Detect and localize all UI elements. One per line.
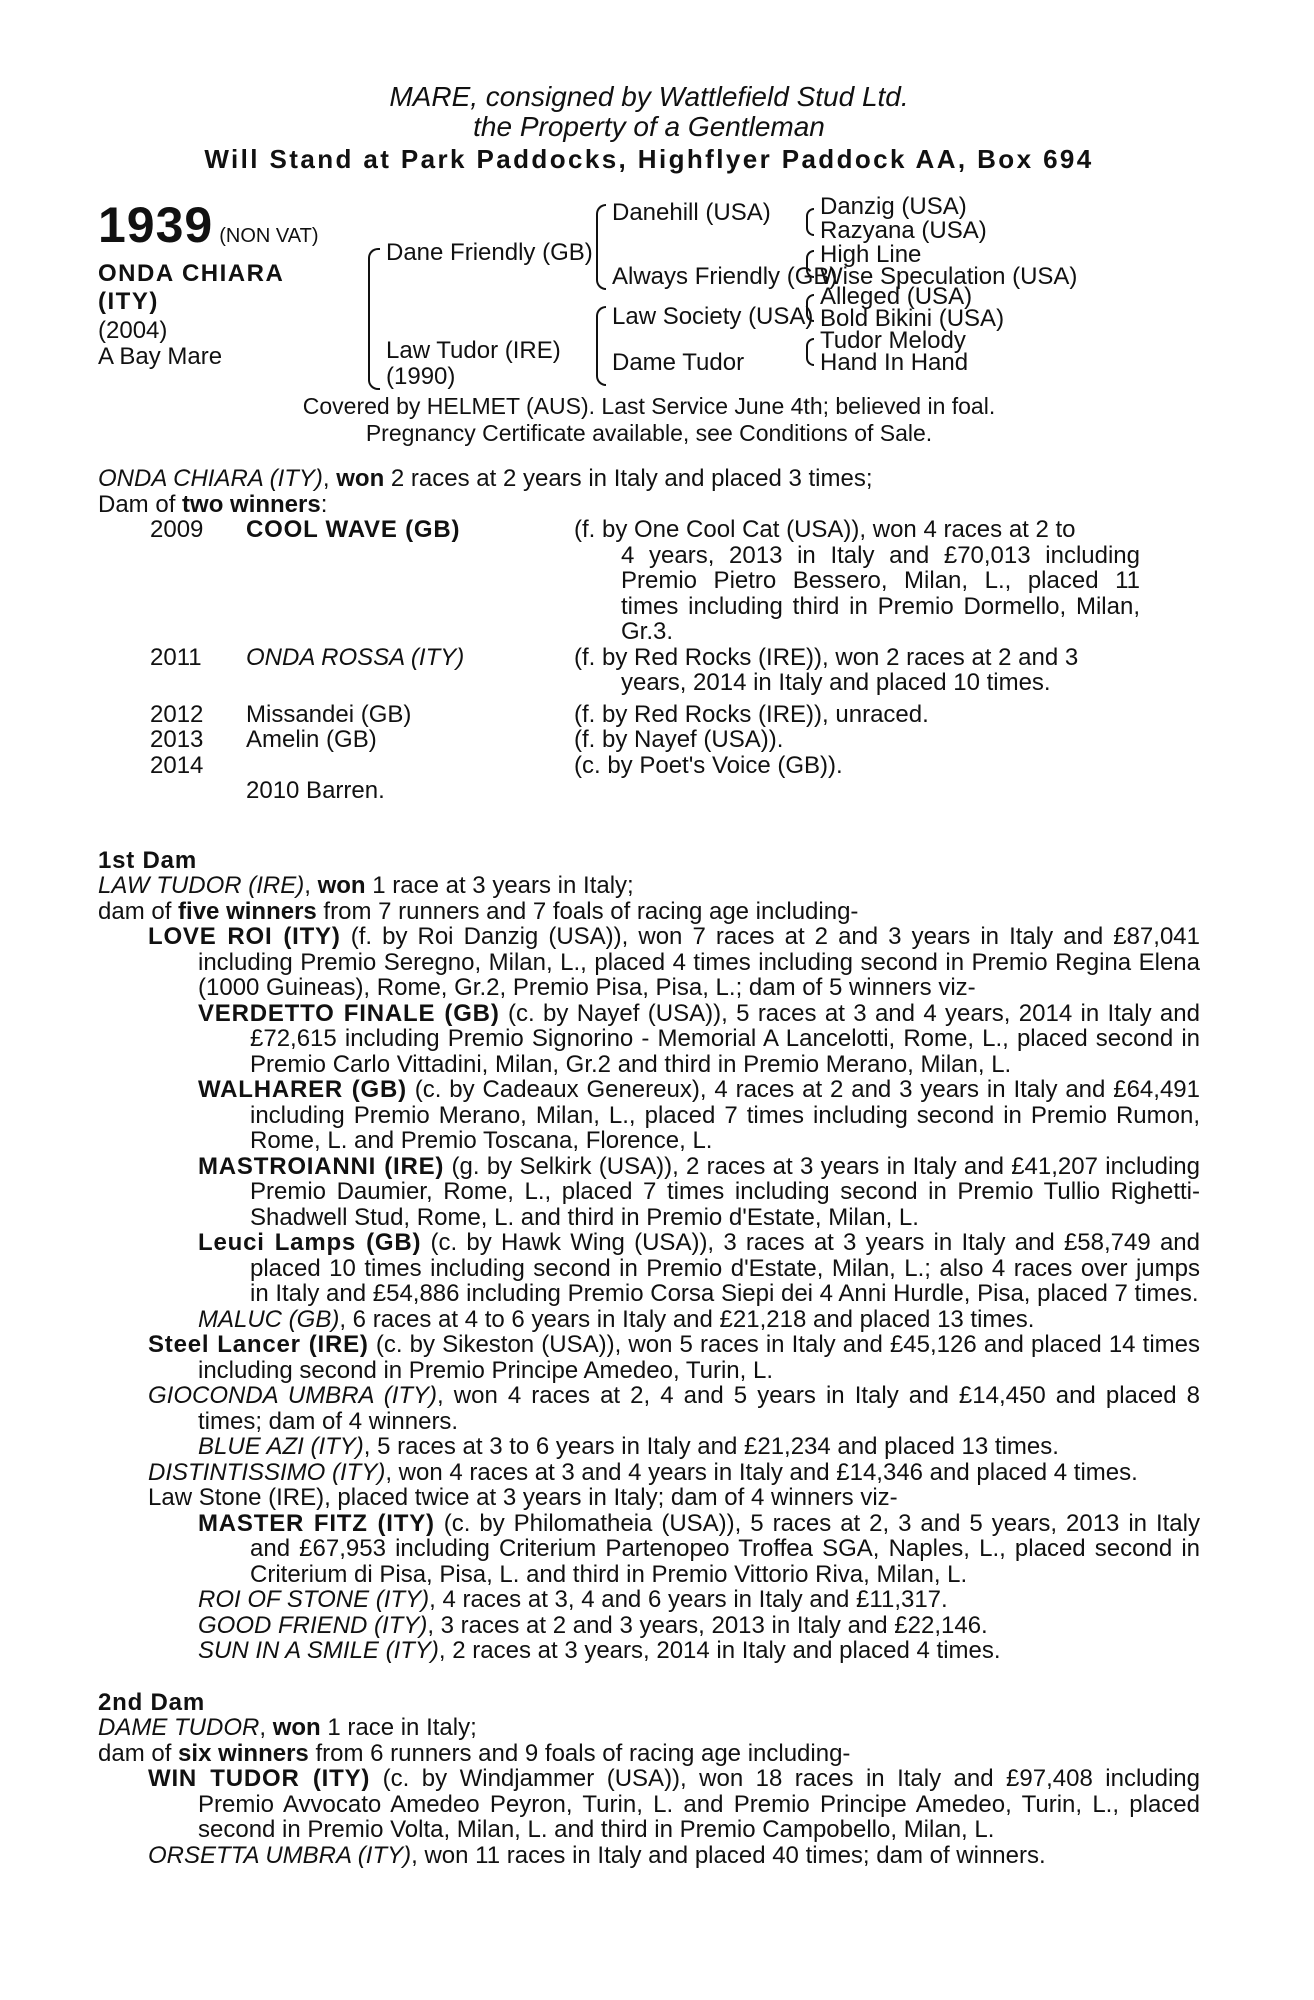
entry-gioconda-umbra	[98, 1383, 1200, 1434]
foal-name: COOL WAVE (GB)	[246, 516, 461, 543]
foal-record-continuation: years, 2014 in Italy and placed 10 times.	[621, 669, 1051, 696]
foal-name: Missandei (GB)	[246, 700, 412, 728]
entry-name: DISTINTISSIMO (ITY)	[148, 1458, 386, 1486]
pedigree-bracket	[368, 248, 380, 390]
entry-law-stone: Law Stone (IRE), placed twice at 3 years in Italy; dam of 4 winners viz-	[148, 1484, 898, 1511]
property-line: the Property of a Gentleman	[473, 111, 825, 142]
entry-name: ORSETTA UMBRA (ITY)	[148, 1841, 412, 1869]
colon: :	[320, 490, 328, 518]
entry-text: (c. by Sikeston (USA)), won 5 races in Italy and £45,126 and placed 14 times including second in Premio Principe Amedeo, Turin, L.	[198, 1331, 1200, 1384]
foal-record-continuation: 4 years, 2013 in Italy and £70,013 including Premio Pietro Bessero, Milan, L., placed 11 times including third in Premio Dormello, Milan, Gr.3.	[621, 541, 1140, 645]
lot-heading	[98, 197, 319, 253]
pedigree-sire: Dane Friendly (GB)	[386, 239, 593, 266]
pedigree-dam-dam-dam: Hand In Hand	[820, 349, 969, 376]
runners-summary: from 7 runners and 7 foals of racing age including-	[316, 897, 859, 925]
second-dam-heading: 2nd Dam	[98, 1688, 205, 1716]
entry-name: VERDETTO FINALE (GB)	[198, 999, 500, 1027]
pedigree-sire-dam-sire: High Line	[820, 241, 922, 268]
foal-year: 2014	[150, 751, 204, 779]
pedigree-sire-dam: Always Friendly (GB)	[612, 263, 838, 290]
progeny-row	[150, 778, 1200, 804]
horse-description: A Bay Mare	[98, 343, 223, 370]
entry-text: , won 4 races at 2, 4 and 5 years in Italy and £14,450 and placed 8 times; dam of 4 winners.	[198, 1382, 1200, 1435]
foal-year: 2012	[150, 700, 204, 728]
entry-name: GIOCONDA UMBRA (ITY)	[148, 1382, 438, 1409]
horse-year: (2004)	[98, 317, 168, 344]
pregnancy-note: Pregnancy Certificate available, see Conditions of Sale.	[365, 420, 933, 446]
entry-blue-azi	[98, 1434, 1200, 1460]
foal-record	[574, 645, 1140, 696]
pedigree-dam-sire-sire: Alleged (USA)	[820, 283, 973, 310]
entry-name: WALHARER (GB)	[198, 1076, 407, 1103]
progeny-row	[150, 727, 1200, 753]
entry-orsetta-umbra	[98, 1843, 1200, 1869]
entry-text: (c. by Hawk Wing (USA)), 3 races at 3 years in Italy and £58,749 and placed 10 times including second in Premio d'Estate, Milan, L.; also 4 races over jumps in Italy and £54,886 including Premio Corsa Siepi dei 4 Anni Hurdle, Pisa, placed 7 times.	[250, 1229, 1200, 1307]
entry-name: MALUC (GB)	[198, 1305, 340, 1333]
mare-record	[98, 466, 1200, 804]
entry-name: ROI OF STONE (ITY)	[198, 1586, 430, 1613]
entry-text: (f. by Roi Danzig (USA)), won 7 races at 2 and 3 years in Italy and £87,041 including Premio Seregno, Milan, L., placed 4 times including second in Premio Regina Elena (1000 Guineas), Rome, Gr.2, Premio Pisa, Pisa, L.; dam of 5 winners viz-	[198, 923, 1200, 1001]
entry-sun-in-a-smile	[98, 1638, 1200, 1664]
entry-verdetto-finale	[98, 1001, 1200, 1078]
entry-roi-of-stone	[98, 1587, 1200, 1613]
second-dam-name: DAME TUDOR	[98, 1714, 260, 1741]
pedigree-sire-sire-sire: Danzig (USA)	[820, 193, 967, 220]
foal-name: 2010 Barren.	[246, 777, 385, 804]
second-dam-produce-line	[98, 1741, 1200, 1767]
entry-text: , 2 races at 3 years, 2014 in Italy and placed 4 times.	[438, 1637, 1001, 1664]
entry-text: , 5 races at 3 to 6 years in Italy and £21,234 and placed 13 times.	[363, 1433, 1059, 1460]
dam-of-line	[98, 492, 1200, 518]
runners-summary: from 6 runners and 9 foals of racing age including-	[308, 1739, 851, 1767]
stable-location-line: Will Stand at Park Paddocks, Highflyer Paddock AA, Box 694	[204, 144, 1094, 174]
entry-distintissimo	[98, 1460, 1200, 1486]
first-dam-heading: 1st Dam	[98, 846, 197, 874]
second-dam-race-summary: 1 race in Italy;	[320, 1714, 477, 1741]
pedigree-block	[98, 193, 1200, 420]
entry-text: , 3 races at 2 and 3 years, 2013 in Italy and £22,146.	[427, 1611, 988, 1639]
entry-text: (g. by Selkirk (USA)), 2 races at 3 years in Italy and £41,207 including Premio Daumier, Rome, L., placed 7 times including second in Premio Tullio Righetti-Shadwell Stud, Rome, L. and third in Premio d'Estate, Milan, L.	[250, 1152, 1200, 1231]
pedigree-sire-sire-dam: Razyana (USA)	[820, 217, 987, 244]
foal-year: 2011	[150, 643, 202, 671]
entry-text: , 4 races at 3, 4 and 6 years in Italy and £11,317.	[429, 1586, 948, 1613]
first-dam-summary: LAW TUDOR (IRE), won 1 race at 3 years in Italy;	[98, 872, 634, 899]
entry-name: Leuci Lamps (GB)	[198, 1229, 422, 1256]
first-dam-produce-line	[98, 899, 1200, 925]
entry-text: (c. by Nayef (USA)), 5 races at 3 and 4 years, 2014 in Italy and £72,615 including Premio Signorino - Memorial A Lancelotti, Rome, L., placed second in Premio Carlo Vittadini, Milan, Gr.2 and third in Premio Merano, Milan, L.	[250, 999, 1200, 1078]
entry-name: GOOD FRIEND (ITY)	[198, 1611, 428, 1639]
entry-good-friend	[98, 1613, 1200, 1639]
entry-steel-lancer	[98, 1332, 1200, 1383]
winners-count: five winners	[178, 897, 317, 925]
dam-of-label: dam of	[98, 1739, 179, 1767]
first-dam-race-summary: 1 race at 3 years in Italy;	[365, 872, 634, 899]
foal-record-first-line: (f. by Red Rocks (IRE)), won 2 races at 2 and 3	[574, 643, 1079, 671]
pedigree-sire-sire: Danehill (USA)	[612, 199, 771, 226]
pedigree-dam-dam-sire: Tudor Melody	[820, 327, 966, 354]
progeny-row	[150, 517, 1200, 645]
foal-year: 2009	[150, 516, 204, 543]
foal-record	[574, 727, 1140, 753]
foal-record-first-line: (f. by One Cool Cat (USA)), won 4 races at 2 to	[574, 516, 1076, 543]
consignor-line: MARE, consigned by Wattlefield Stud Ltd.	[389, 81, 909, 112]
entry-name: MASTROIANNI (IRE)	[198, 1152, 445, 1180]
winners-count: two winners	[182, 490, 321, 518]
pedigree-bracket	[806, 338, 814, 366]
pedigree-dam: Law Tudor (IRE)	[386, 337, 561, 364]
foal-name: ONDA ROSSA (ITY)	[246, 643, 465, 671]
mare-summary: ONDA CHIARA (ITY), won 2 races at 2 years in Italy and placed 3 times;	[98, 465, 873, 492]
pedigree-sire-dam-dam: Wise Speculation (USA)	[820, 263, 1078, 290]
entry-text: (c. by Cadeaux Genereux), 4 races at 2 and 3 years in Italy and £64,491 including Premio Merano, Milan, L., placed 7 times including second in Premio Rumon, Rome, L. and Premio Toscana, Florence, L.	[250, 1076, 1200, 1154]
foal-record	[574, 702, 1140, 728]
won-label: won	[272, 1714, 321, 1741]
pedigree-bracket	[806, 208, 814, 236]
mare-race-summary: 2 races at 2 years in Italy and placed 3 times;	[384, 465, 873, 492]
pedigree-bracket	[596, 306, 606, 386]
entry-win-tudor	[98, 1766, 1200, 1843]
first-dam-name: LAW TUDOR (IRE)	[98, 872, 305, 899]
progeny-row	[150, 702, 1200, 728]
won-label: won	[336, 465, 385, 492]
progeny-row	[150, 753, 1200, 779]
entry-name: WIN TUDOR (ITY)	[148, 1765, 371, 1792]
entry-name: MASTER FITZ (ITY)	[198, 1509, 435, 1537]
pedigree-dam-year: (1990)	[386, 363, 456, 390]
foal-record-first-line: (c. by Poet's Voice (GB)).	[574, 751, 843, 779]
entry-name: BLUE AZI (ITY)	[198, 1433, 364, 1460]
foal-year: 2013	[150, 726, 204, 753]
pedigree-dam-dam: Dame Tudor	[612, 349, 745, 376]
entry-text: , 6 races at 4 to 6 years in Italy and £21,218 and placed 13 times.	[339, 1305, 1035, 1333]
entry-walharer	[98, 1077, 1200, 1154]
pedigree-bracket	[806, 250, 814, 278]
foal-record	[574, 753, 1140, 779]
entry-mastroianni	[98, 1154, 1200, 1231]
entry-name: Steel Lancer (IRE)	[148, 1331, 369, 1358]
entry-master-fitz	[98, 1511, 1200, 1588]
entry-maluc	[98, 1307, 1200, 1333]
foal-record	[574, 778, 1140, 804]
lot-number: 1939	[98, 197, 214, 253]
progeny-list	[150, 517, 1200, 804]
vat-status: (NON VAT)	[219, 225, 319, 247]
foal-record-first-line: (f. by Red Rocks (IRE)), unraced.	[574, 700, 929, 728]
foal-name: Amelin (GB)	[246, 726, 377, 753]
pedigree-bracket	[596, 204, 606, 290]
foal-record	[574, 517, 1140, 645]
progeny-row	[150, 645, 1200, 696]
mare-name: ONDA CHIARA (ITY)	[98, 465, 323, 492]
entry-text: (c. by Philomatheia (USA)), 5 races at 2, 3 and 5 years, 2013 in Italy and £67,953 including Criterium Partenopeo Troffea SGA, Naples, L., placed second in Criterium di Pisa, Pisa, L. and third in Premio Vittorio Riva, Milan, L.	[250, 1509, 1200, 1588]
horse-name: ONDA CHIARA (ITY)	[98, 260, 284, 315]
second-dam-summary: DAME TUDOR, won 1 race in Italy;	[98, 1714, 477, 1741]
entry-name: LOVE ROI (ITY)	[148, 923, 341, 950]
entry-text: , won 11 races in Italy and placed 40 times; dam of winners.	[411, 1841, 1046, 1869]
entry-text: , won 4 races at 3 and 4 years in Italy and £14,346 and placed 4 times.	[385, 1458, 1138, 1486]
winners-count: six winners	[178, 1739, 309, 1767]
entry-love-roi	[98, 924, 1200, 1001]
won-label: won	[317, 872, 366, 899]
foal-year	[150, 778, 246, 804]
entry-leuci-lamps	[98, 1230, 1200, 1307]
foal-name	[246, 753, 574, 779]
foal-record-first-line: (f. by Nayef (USA)).	[574, 726, 784, 753]
entry-name: SUN IN A SMILE (ITY)	[198, 1637, 439, 1664]
pedigree-dam-sire-dam: Bold Bikini (USA)	[820, 305, 1005, 332]
covered-note: Covered by HELMET (AUS). Last Service June 4th; believed in foal.	[302, 393, 996, 419]
catalogue-page	[98, 82, 1200, 1868]
pedigree-bracket	[806, 294, 814, 322]
pedigree-dam-sire: Law Society (USA)	[612, 303, 814, 330]
entry-text: (c. by Windjammer (USA)), won 18 races in Italy and £97,408 including Premio Avvocato Amedeo Peyron, Turin, L. and Premio Principe Amedeo, Turin, L., placed second in Premio Volta, Milan, L. and third in Premio Campobello, Milan, L.	[198, 1765, 1200, 1843]
dam-of-label: dam of	[98, 897, 179, 925]
dam-of-label: Dam of	[98, 490, 183, 518]
